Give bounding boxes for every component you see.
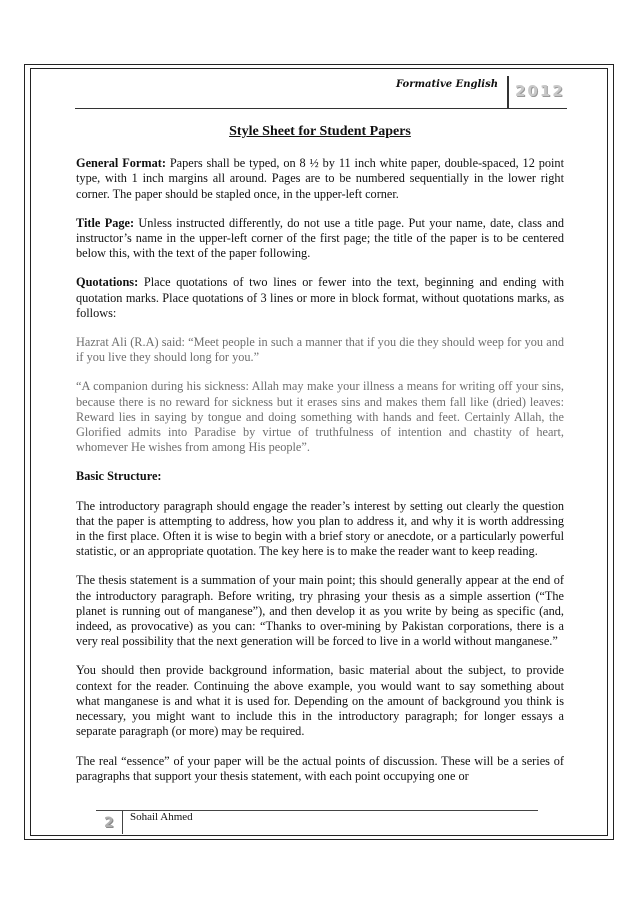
- footer-author: Sohail Ahmed: [130, 811, 193, 823]
- title-page-paragraph: [76, 216, 564, 262]
- header-year: 2012: [515, 82, 565, 100]
- block-quote-1: Hazrat Ali (R.A) said: “Meet people in such a manner that if you die they should weep for you and if you live they should long for you.”: [76, 335, 564, 365]
- quotations-paragraph: [76, 275, 564, 321]
- body-paragraph-background: You should then provide background information, basic material about the subject, to provide context for the reader. Continuing the above example, you would want to say something about what manganese is and what it is used for. Depending on the amount of background you think is necessary, you might want to include this in the introductory paragraph; for longer essays a separate paragraph (or more) may be required.: [76, 663, 564, 739]
- document-body: [76, 124, 564, 798]
- general-format-label: General Format:: [76, 156, 166, 171]
- quotations-label: Quotations:: [76, 275, 139, 290]
- title-page-text: Unless instructed differently, do not use a title page. Put your name, date, class and instructor’s name in the upper-left corner of the first page; the title of the paper is to be centered below this, with the text of the paper following.: [76, 215, 564, 261]
- basic-structure-heading: Basic Structure:: [76, 469, 162, 484]
- body-paragraph-essence: The real “essence” of your paper will be the actual points of discussion. These will be a series of paragraphs that support your thesis statement, with each point occupying one or: [76, 753, 564, 783]
- body-paragraph-intro: The introductory paragraph should engage the reader’s interest by setting out clearly the question that the paper is attempting to address, how you plan to address it, and why it is worth addressing in the first place. Often it is wise to begin with a brief story or anecdote, or a particularly powerful statistic, or an appropriate quotation. The key here is to make the reader want to keep reading.: [76, 498, 564, 559]
- title-page-label: Title Page:: [76, 215, 135, 230]
- header-rule: [75, 108, 567, 109]
- header-title: Formative English: [395, 79, 498, 90]
- footer-divider: [122, 810, 123, 834]
- header-divider: [507, 76, 509, 109]
- block-quote-2: “A companion during his sickness: Allah may make your illness a means for writing off your sins, because there is no reward for sickness but it erases sins and makes them fall like (dried) leaves: Reward lies in saying by tongue and doing something with hands and feet. Certainly Allah, the Glorified admits into Paradise by virtue of truthfulness of intention and chastity of heart, whomever He wishes from among His people”.: [76, 379, 564, 455]
- general-format-text: Papers shall be typed, on 8 ½ by 11 inch white paper, double-spaced, 12 point type, with 1 inch margins all around. Pages are to be numbered sequentially in the lower right corner. The paper should be stapled once, in the upper-left corner.: [76, 156, 564, 201]
- general-format-paragraph: [76, 156, 564, 202]
- body-paragraph-thesis: The thesis statement is a summation of your main point; this should generally appear at the end of the introductory paragraph. Before writing, try phrasing your thesis as a simple assertion (“The planet is running out of manganese”), and then develop it as you write by being as specific (and, indeed, as provocative) as you can: “Thanks to over-mining by Pakistan corporations, there is a very real possibility that the next generation will be forced to live in a world without manganese.”: [76, 573, 564, 649]
- quotations-text: Place quotations of two lines or fewer into the text, beginning and ending with quotation marks. Place quotations of 3 lines or more in block format, without quotations marks, as follows:: [76, 275, 564, 320]
- footer-page-number: 2: [104, 815, 114, 831]
- document-title: Style Sheet for Student Papers: [229, 124, 411, 139]
